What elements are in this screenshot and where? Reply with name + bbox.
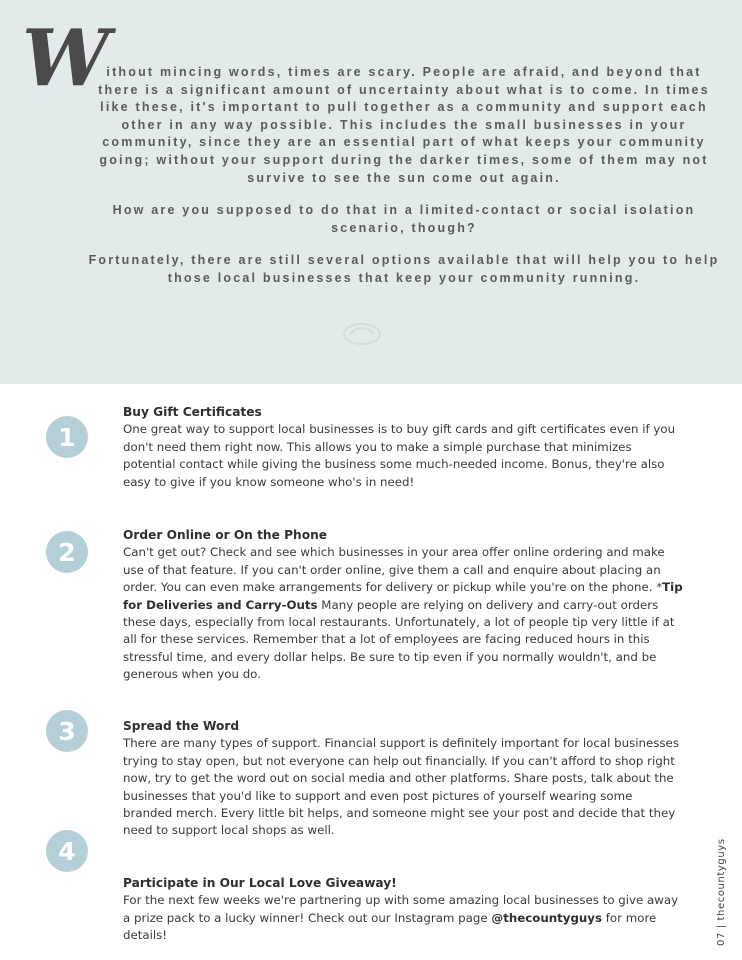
drop-cap: W [22, 13, 110, 104]
footer-brand: thecountyguys [716, 838, 727, 921]
tip-content [123, 527, 683, 684]
tip-text: One great way to support local businesses is to buy gift cards and gift certificates even if you don't need them right now. This allows you to make a simple purchase that minimizes potential contact while giving the business some much-needed income. Bonus, they're also easy to give if you know someone who's in need! [123, 422, 676, 489]
tip-text: There are many types of support. Financial support is definitely important for local businesses trying to stay open, but not everyone can help out financially. If you can't afford to shop right now, try to get the word out on social media and other platforms. Share posts, talk about the businesses that you'd like to support and even post pictures of yourself wearing some branded merch. Every little bit helps, and someone might see your post and decide that they need to support local shops as well. [123, 736, 679, 838]
number-badge-label: 3 [58, 716, 76, 746]
intro-panel [0, 0, 742, 384]
intro-paragraph: ithout mincing words, times are scary. People are afraid, and beyond that there is a significant amount of uncertainty about what is to come. In times like these, it's important to pull together as a community and support each other in any way possible. This includes the small businesses in your community, since they are an essential part of what keeps your community going; without your support during the darker times, some of them may not survive to see the sun come out again. [98, 65, 710, 185]
number-badge-label: 4 [58, 836, 76, 866]
number-badge-label: 1 [58, 422, 76, 452]
tip-text-part: for more details! [123, 910, 657, 943]
number-badge [46, 416, 88, 458]
tip-text-part: Many people are relying on delivery and carry-out orders these days, especially from local restaurants. Unfortunately, a lot of people tip very little if at all for these services. Remember that a lot of employees are facing reduced hours in this stressful time, and every dollar helps. Be sure to tip even if you normally wouldn't, and be generous when you do. [123, 597, 675, 682]
tip-content [123, 875, 683, 945]
intro-question: How are you supposed to do that in a limited-contact or social isolation scenario, though? [112, 203, 696, 235]
tip-title: Spread the Word [123, 719, 240, 733]
tip-title: Participate in Our Local Love Giveaway! [123, 876, 397, 890]
tip-content [123, 404, 683, 491]
intro-paragraph: Fortunately, there are still several options available that will help you to help those local businesses that keep your community running. [88, 253, 720, 285]
intro-text [88, 64, 720, 303]
tip-content [123, 718, 683, 840]
tip-title: Order Online or On the Phone [123, 528, 328, 542]
footer-separator: | [716, 924, 727, 929]
number-badge [46, 531, 88, 573]
number-badge [46, 830, 88, 872]
tip-text [123, 544, 683, 683]
tip-title: Buy Gift Certificates [123, 405, 262, 419]
tip-callout-title: Tip for Deliveries and Carry-Outs [123, 580, 683, 612]
page-number: 07 [716, 932, 727, 946]
watermark-logo-icon [340, 320, 384, 348]
tip-text-part: For the next few weeks we're partnering up with some amazing local businesses to give away a prize pack to a lucky winner! Check out our Instagram page [123, 893, 679, 925]
instagram-handle-link[interactable]: @thecountyguys [491, 910, 603, 925]
tip-text [123, 892, 683, 944]
number-badge [46, 710, 88, 752]
tip-text-part: Can't get out? Check and see which businesses in your area offer online ordering and make use of that feature. If you can't order online, give them a call and enquire about placing an order. You can even make arrangements for delivery or pickup while you're on the phone. * [123, 545, 665, 595]
number-badge-label: 2 [58, 537, 76, 567]
page-footer [716, 838, 727, 946]
